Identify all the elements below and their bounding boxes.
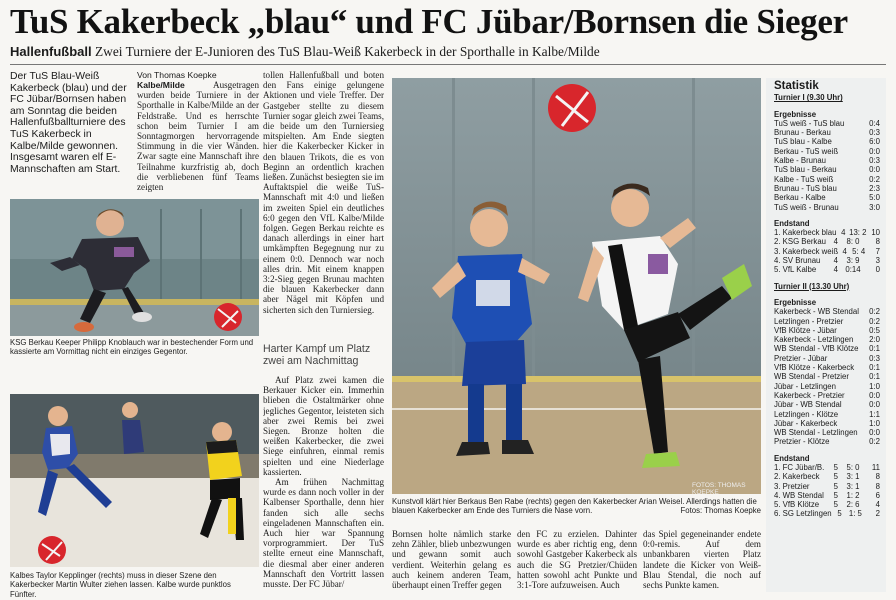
photo-goalkeeper — [10, 199, 259, 336]
result-row — [774, 354, 880, 363]
result-match: TuS blau - Kalbe — [774, 137, 832, 147]
result-match: WB Stendal - VfB Klötze — [774, 344, 859, 354]
result-match: Kalbe - TuS weiß — [774, 174, 834, 184]
standing-row — [774, 463, 880, 472]
subheadline — [10, 44, 600, 60]
result-row — [774, 137, 880, 146]
result-row — [774, 156, 880, 165]
t1-results-label: Ergebnisse — [774, 109, 817, 119]
standing-team: 3. Pretzier — [774, 481, 810, 491]
standing-row — [774, 247, 880, 256]
result-match: WB Stendal - Letzlingen — [774, 428, 858, 438]
standing-row — [774, 472, 880, 481]
t1-table-label: Endstand — [774, 218, 810, 228]
result-score: 0:1 — [869, 372, 880, 382]
standing-points: 8 — [875, 481, 880, 491]
result-row — [774, 317, 880, 326]
result-score: 0:5 — [869, 325, 880, 335]
standing-goals: 2: 6 — [846, 500, 860, 510]
standing-points: 8 — [875, 472, 880, 482]
result-match: Kakerbeck - Letzlingen — [774, 335, 854, 345]
result-row — [774, 363, 880, 372]
result-row — [774, 391, 880, 400]
article-column-2b — [263, 375, 384, 591]
standing-goals: 1: 2 — [846, 490, 860, 500]
standing-team: 6. SG Letzlingen — [774, 509, 832, 519]
result-score: 2:3 — [869, 183, 880, 193]
result-row — [774, 147, 880, 156]
t1-results-list — [774, 119, 880, 212]
standing-team: 3. Kakerbeck weiß — [774, 246, 839, 256]
standing-goals: 1: 5 — [848, 509, 862, 519]
standing-games: 5 — [833, 490, 838, 500]
result-row — [774, 184, 880, 193]
result-score: 0:2 — [869, 437, 880, 447]
result-row — [774, 203, 880, 212]
standing-team: 4. WB Stendal — [774, 490, 824, 500]
standing-row — [774, 256, 880, 265]
topic-label: Hallenfußball — [10, 44, 92, 59]
result-score: 1:0 — [869, 381, 880, 391]
standing-points: 6 — [875, 490, 880, 500]
result-score: 0:3 — [869, 353, 880, 363]
photo-main-caption: Kunstvoll klärt hier Berkaus Ben Rabe (rechts) gegen den Kakerbecker Arian Weisel. Allerdings hatten die blauen Kakerbecker am Ende des Turniers die Nase vorn. Fotos: Thomas Koepke — [392, 497, 761, 516]
result-row — [774, 165, 880, 174]
result-match: Kakerbeck - Pretzier — [774, 390, 845, 400]
lead-paragraph: Der TuS Blau-Weiß Kakerbeck (blau) und der FC Jübar/Bornsen haben am Sonntag die beiden Hallenfußballturniere des TuS Kakerbeck in Kalbe/Milde gewonnen. Insgesamt waren elf E-Mannschaften am Start. — [10, 71, 127, 175]
t2-results-list — [774, 307, 880, 446]
headline: TuS Kakerbeck „blau“ und FC Jübar/Bornsen die Sieger — [10, 2, 848, 41]
standing-games: 5 — [833, 472, 838, 482]
t2-results-label: Ergebnisse — [774, 297, 817, 307]
result-score: 6:0 — [869, 137, 880, 147]
result-row — [774, 193, 880, 202]
standing-row — [774, 482, 880, 491]
result-row — [774, 410, 880, 419]
photo-main-credit-inline: Fotos: Thomas Koepke — [680, 506, 761, 516]
result-match: Kakerbeck - WB Stendal — [774, 307, 859, 317]
result-score: 0:2 — [869, 307, 880, 317]
result-match: Berkau - Kalbe — [774, 193, 826, 203]
standing-row — [774, 491, 880, 500]
subhead-afternoon: Harter Kampf um Platz zwei am Nachmittag — [263, 343, 371, 367]
result-row — [774, 335, 880, 344]
result-score: 0:2 — [869, 316, 880, 326]
result-score: 0:0 — [869, 428, 880, 438]
result-score: 0:1 — [869, 344, 880, 354]
standing-games: 5 — [833, 481, 838, 491]
result-score: 3:0 — [869, 202, 880, 212]
standing-row — [774, 265, 880, 274]
result-row — [774, 400, 880, 409]
t1-standings — [774, 228, 880, 274]
result-row — [774, 382, 880, 391]
standing-team: 2. Kakerbeck — [774, 472, 820, 482]
statistics-title: Statistik — [774, 80, 819, 92]
standing-games: 4 — [842, 246, 847, 256]
photo-kalbe-scene — [10, 394, 259, 567]
standing-row — [774, 509, 880, 518]
result-match: Pretzier - Jübar — [774, 353, 828, 363]
standing-team: 5. VfB Klötze — [774, 500, 820, 510]
result-score: 0:3 — [869, 128, 880, 138]
result-match: Brunau - TuS blau — [774, 183, 837, 193]
result-row — [774, 437, 880, 446]
standing-goals: 13: 2 — [849, 228, 867, 238]
result-match: Berkau - TuS weiß — [774, 146, 839, 156]
article-text-1: Ausgetragen wurden beide Turniere in der Sporthalle in Kalbe/Milde an der Feldstraße. Und es herrschte schon beim Turnier I am Sonntagmorgen hervorragende Stimmung in die vier Wänden. Zwar sagte eine Mannschaft ihre Teilnahme kurzfristig ab, doch die verbliebenen fünf Teams zeigten — [137, 80, 259, 193]
result-match: WB Stendal - Pretzier — [774, 372, 849, 382]
result-row — [774, 307, 880, 316]
standing-points: 8 — [875, 237, 880, 247]
article-text-2b: Auf Platz zwei kamen die Berkauer Kicker ein. Immerhin blieben die Ostaltmärker ohne jegliches Gegentor, leisteten sich aber zwei Remis bei zwei Siegen. Bronze holten die weißen Kakerbecker, die zwei Siege einfuhren, einmal remis spielten und eine Niederlage kassierten. — [263, 375, 384, 477]
standing-games: 4 — [833, 256, 838, 266]
standing-games: 5 — [833, 462, 838, 472]
standing-goals: 3: 9 — [846, 256, 860, 266]
article-column-2 — [263, 70, 384, 332]
photo-main-credit: FOTOS: THOMAS KOEPKE — [692, 482, 746, 494]
photo-goalkeeper-caption: KSG Berkau Keeper Philipp Knoblauch war in bestechender Form und kassierte am Vormittag nicht ein einziges Gegentor. — [10, 338, 254, 357]
standing-row — [774, 500, 880, 509]
standing-goals: 3: 1 — [846, 472, 860, 482]
result-row — [774, 326, 880, 335]
result-score: 0:0 — [869, 390, 880, 400]
standing-team: 1. Kakerbeck blau — [774, 228, 837, 238]
standing-games: 4 — [841, 228, 846, 238]
standing-points: 11 — [871, 462, 880, 472]
result-row — [774, 128, 880, 137]
result-match: VfB Klötze - Jübar — [774, 325, 837, 335]
standing-games: 4 — [833, 265, 838, 275]
standing-points: 10 — [871, 228, 880, 238]
result-score: 2:0 — [869, 335, 880, 345]
result-match: Jübar - WB Stendal — [774, 400, 842, 410]
byline: Von Thomas Koepke — [137, 70, 217, 80]
standing-team: 2. KSG Berkau — [774, 237, 827, 247]
result-match: VfB Klötze - Kakerbeck — [774, 363, 855, 373]
photo-kalbe-caption: Kalbes Taylor Kepplinger (rechts) muss in dieser Szene den Kakerbecker Martin Wulter ziehen lassen. Kalbe wurde punktlos Fünfter. — [10, 571, 231, 599]
result-match: Kalbe - Brunau — [774, 156, 827, 166]
standing-points: 2 — [875, 509, 880, 519]
subheadline-text: Zwei Turniere der E-Junioren des TuS Blau-Weiß Kakerbeck in der Sporthalle in Kalbe/Milde — [94, 44, 600, 59]
result-score: 0:0 — [869, 400, 880, 410]
tournament-1-title: Turnier I (9.30 Uhr) — [774, 93, 843, 103]
article-column-5: das Spiel gegeneinander endete 0:0-remis. Auf dem unbankbaren vierten Platz landete die Kicker von Weiß-Blau Stendal, die noch auf sechs Punkte kamen. — [643, 529, 761, 591]
standing-goals: 5: 0 — [846, 462, 860, 472]
t2-standings — [774, 463, 880, 519]
standing-points: 0 — [875, 265, 880, 275]
result-score: 0:0 — [869, 165, 880, 175]
result-row — [774, 175, 880, 184]
standing-goals: 8: 0 — [846, 237, 860, 247]
result-score: 0:0 — [869, 146, 880, 156]
result-match: TuS blau - Berkau — [774, 165, 837, 175]
result-row — [774, 419, 880, 428]
result-match: TuS weiß - TuS blau — [774, 118, 845, 128]
article-text-2: tollen Hallenfußball und boten den Fans einige gelungene Aktionen und viele Treffer. Der Gastgeber stellte zu diesem Turnier sogar gleich zwei Teams, die beide um den Turniersieg mitspielten. Am Ende siegten hier die Kakerbecker Kicker in den blauen Trikots, die es von Beginn an ordentlich krachen ließen. Zunächst besiegten sie im Auftaktspiel die weiße TuS-Mannschaft mit 4:0 und ließen im zweiten Spiel ein deutliches 6:0 gegen den VfL Kalbe/Milde folgen. Gegen Berkau reichte es danach allerdings in einer hart umkämpften Begegnung nur zu einem 0:0. Dennoch war noch alles drin. Mit einem knappen 3:2-Sieg gegen Brunau machten die blauen Kakerbecker dann aber Nägel mit Köpfen und sicherten sich den Turniersieg. — [263, 70, 384, 315]
dateline: Kalbe/Milde — [137, 80, 185, 90]
article-column-4: den FC zu erzielen. Dahinter wurde es aber richtig eng, denn sowohl Gastgeber Kakerbeck als auch die SG Pretzier/Chüden hatten sowohl acht Punkte und 3:1-Tore aufzuweisen. Auch — [517, 529, 637, 591]
result-row — [774, 344, 880, 353]
standing-games: 5 — [837, 509, 842, 519]
standing-team: 1. FC Jübar/B. — [774, 462, 825, 472]
standing-row — [774, 237, 880, 246]
result-score: 0:3 — [869, 156, 880, 166]
result-row — [774, 372, 880, 381]
result-match: Jübar - Kakerbeck — [774, 418, 838, 428]
result-match: TuS weiß - Brunau — [774, 202, 839, 212]
result-score: 0:2 — [869, 174, 880, 184]
article-text-2c: Am frühen Nachmittag wurde es dann noch voller in der Kalbenser Sporthalle, denn hier fanden sich alle sechs eingeladenen Mannschaften ein. Auch hier war Spannung vorprogrammiert. Der TuS stellte erneut eine Mannschaft, die diesmal aber einer anderen Mannschaft den Vortritt lassen musste. Der FC Jübar/ — [263, 477, 384, 590]
standing-games: 5 — [833, 500, 838, 510]
standing-points: 7 — [875, 246, 880, 256]
result-match: Jübar - Letzlingen — [774, 381, 836, 391]
result-row — [774, 119, 880, 128]
result-score: 1:0 — [869, 418, 880, 428]
result-match: Letzlingen - Klötze — [774, 409, 839, 419]
headline-rule — [10, 64, 886, 65]
standing-row — [774, 228, 880, 237]
result-score: 5:0 — [869, 193, 880, 203]
t2-table-label: Endstand — [774, 453, 810, 463]
standing-goals: 3: 1 — [846, 481, 860, 491]
result-match: Pretzier - Klötze — [774, 437, 830, 447]
standing-team: 5. VfL Kalbe — [774, 265, 817, 275]
standing-games: 4 — [833, 237, 838, 247]
standing-points: 4 — [875, 500, 880, 510]
result-row — [774, 428, 880, 437]
result-score: 0:4 — [869, 118, 880, 128]
result-score: 1:1 — [869, 409, 880, 419]
tournament-2-title: Turnier II (13.30 Uhr) — [774, 281, 850, 291]
article-column-3: Bornsen holte nämlich starke zehn Zähler, blieb unbezwungen und gewann somit auch verdient. Weiterhin gelang es auch keinem anderen Team, überhaupt einen Treffer gegen — [392, 529, 511, 591]
standing-goals: 0:14 — [845, 265, 861, 275]
result-score: 0:1 — [869, 363, 880, 373]
result-match: Brunau - Berkau — [774, 128, 831, 138]
statistics-box — [766, 78, 886, 592]
result-match: Letzlingen - Pretzier — [774, 316, 844, 326]
standing-points: 3 — [875, 256, 880, 266]
article-column-1 — [137, 70, 259, 196]
standing-goals: 5: 4 — [852, 246, 866, 256]
photo-main-action — [392, 78, 761, 494]
standing-team: 4. SV Brunau — [774, 256, 821, 266]
